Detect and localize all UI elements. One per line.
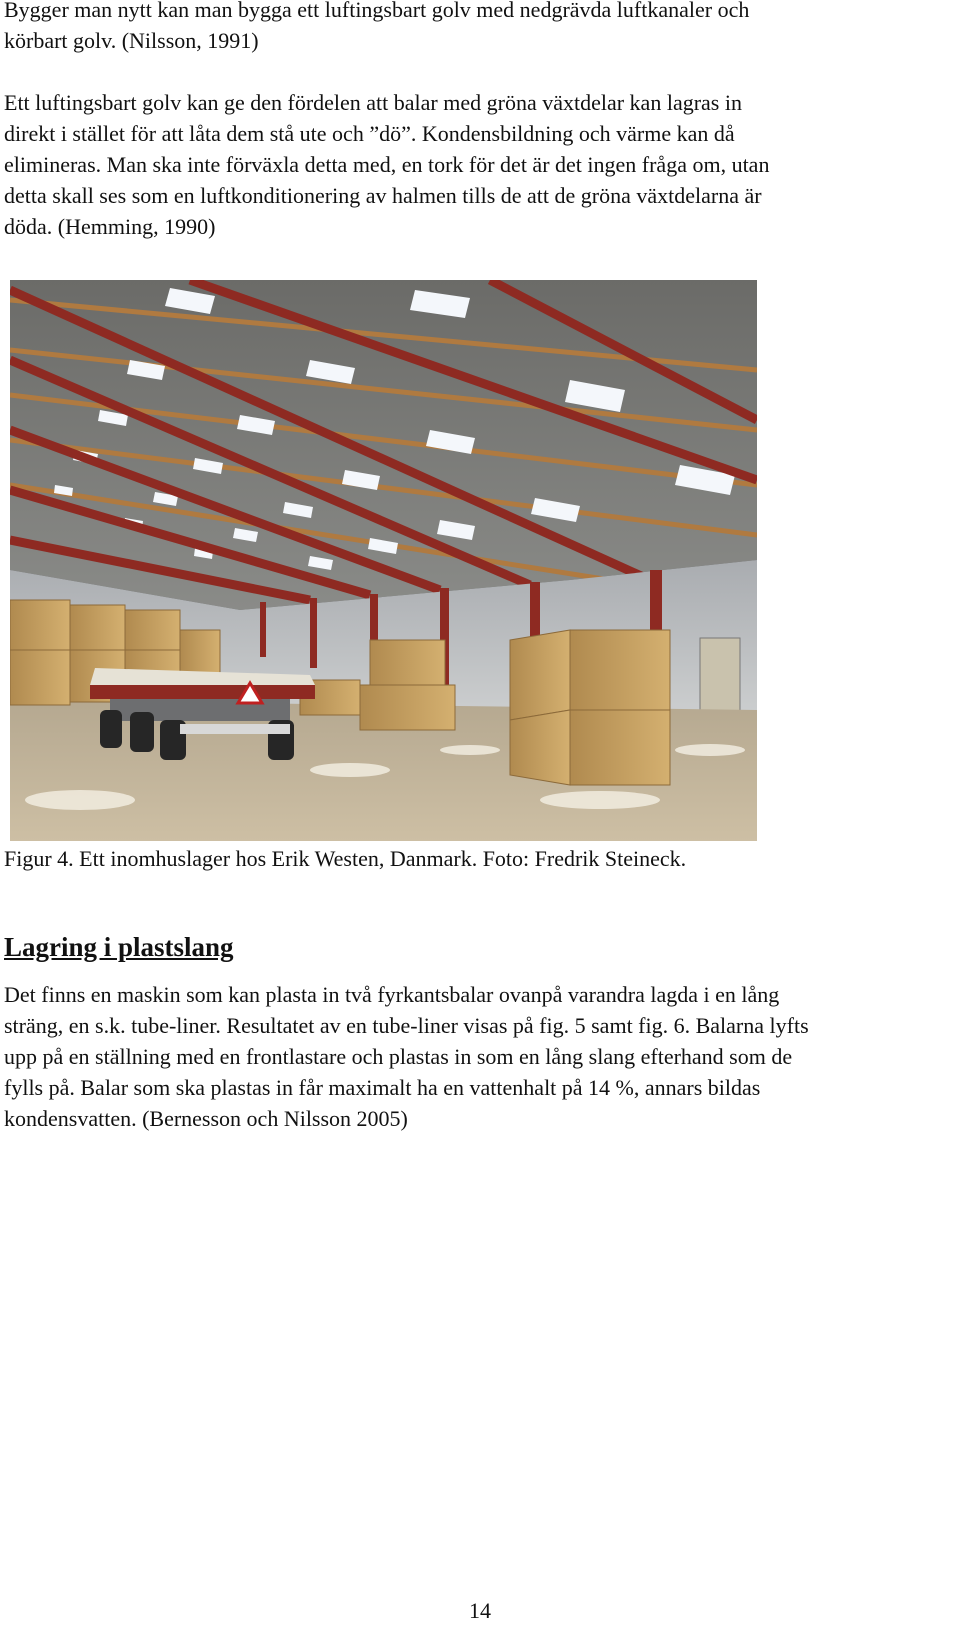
text-line: detta skall ses som en luftkonditionering av halmen tills de att de gröna växtdelarna är (4, 183, 762, 208)
text-line: Bygger man nytt kan man bygga ett luftingsbart golv med nedgrävda luftkanaler och (4, 0, 750, 22)
text-line: upp på en ställning med en frontlastare och plastas in som en lång slang efterhand som de (4, 1044, 793, 1069)
section-heading: Lagring i plastslang (4, 932, 234, 962)
paragraph-3 (4, 979, 954, 1134)
text-line: döda. (Hemming, 1990) (4, 214, 216, 239)
figure-caption: Figur 4. Ett inomhuslager hos Erik Westen, Danmark. Foto: Fredrik Steineck. (4, 846, 687, 871)
text-line: Det finns en maskin som kan plasta in två fyrkantsbalar ovanpå varandra lagda i en lång (4, 982, 780, 1007)
text-line: fylls på. Balar som ska plastas in får maximalt ha en vattenhalt på 14 %, annars bildas (4, 1075, 761, 1100)
text-line: direkt i stället för att låta dem stå ute och ”dö”. Kondensbildning och värme kan då (4, 121, 735, 146)
text-line: körbart golv. (Nilsson, 1991) (4, 28, 259, 53)
paragraph-2 (4, 87, 954, 242)
text-line: Ett luftingsbart golv kan ge den fördelen att balar med gröna växtdelar kan lagras in (4, 90, 742, 115)
text-line: sträng, en s.k. tube-liner. Resultatet av en tube-liner visas på fig. 5 samt fig. 6. Balarna lyfts (4, 1013, 809, 1038)
paragraph-1 (4, 0, 954, 56)
figure-photo-barn-interior (10, 280, 757, 841)
text-line: kondensvatten. (Bernesson och Nilsson 2005) (4, 1106, 408, 1131)
page-number: 14 (469, 1598, 491, 1623)
text-line: elimineras. Man ska inte förväxla detta med, en tork för det är det ingen fråga om, utan (4, 152, 770, 177)
